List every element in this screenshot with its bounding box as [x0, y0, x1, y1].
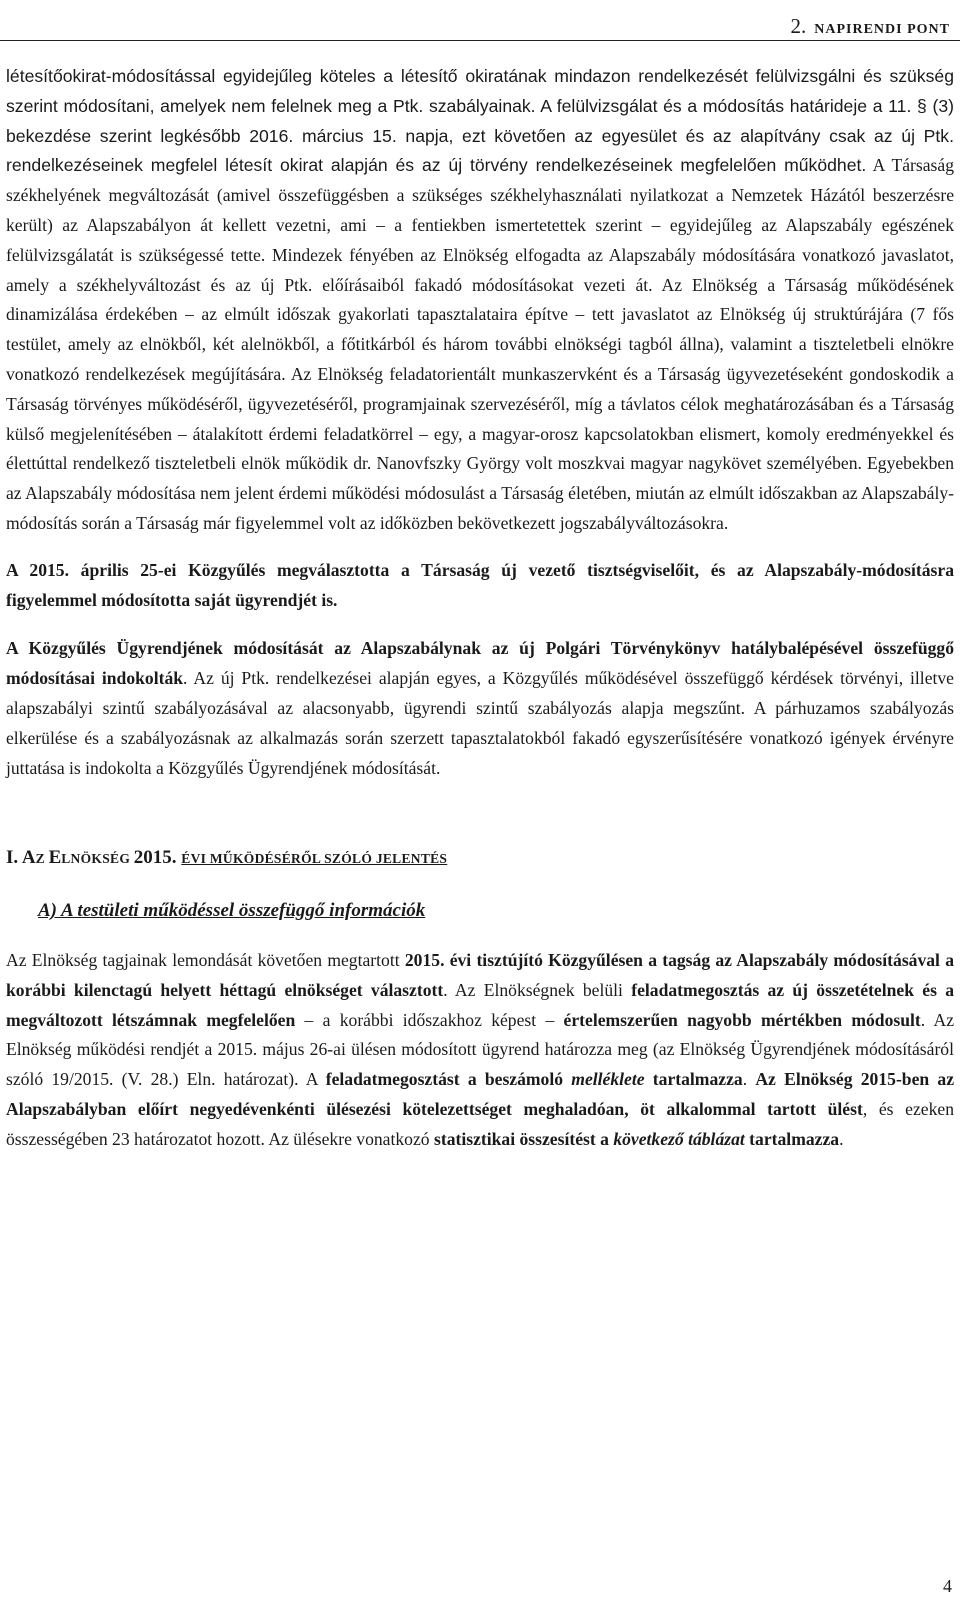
paragraph-general-assembly: A 2015. április 25-ei Közgyűlés megválasztotta a Társaság új vezető tisztségviselőit, és az Alapszabály-módosításra figyelemmel módosította saját ügyrendjét is. [6, 559, 954, 610]
agenda-number: 2. [790, 14, 807, 38]
paragraph-rules-of-procedure: A Közgyűlés Ügyrendjének módosítását az Alapszabálynak az új Polgári Törvénykönyv hatálybalépésével összefüggő módosításai indokolták. Az új Ptk. rendelkezései alapján egyes, a Közgyűlés működésével összefüggő kérdések törvényi, illetve alapszabályi szintű szabályozásával az alacsonyabb, ügyrendi szintű szabályozás alapja megszűnt. A párhuzamos szabályozás elkerülése és a szabályozásnak az alkalmazás során szerzett tapasztalatokból fakadó egyszerűsítésére vonatkozó igények érvényre juttatása is indokolta a Közgyűlés Ügyrendjének módosítását. [6, 638, 954, 778]
page-header [0, 8, 960, 41]
page-number: 4 [943, 1576, 952, 1596]
document-body [6, 62, 954, 1155]
section-title: I. AZ ELNÖKSÉG 2015. ÉVI MŰKÖDÉSÉRŐL SZÓLÓ JELENTÉS [6, 847, 448, 869]
subheading: A) A testületi működéssel összefüggő információk [38, 900, 426, 922]
agenda-title: NAPIRENDI PONT [814, 22, 950, 37]
paragraph-board-report: Az Elnökség tagjainak lemondását követően megtartott 2015. évi tisztújító Közgyűlésen a tagság az Alapszabály módosításával a korábbi kilenctagú helyett héttagú elnökséget választott. Az Elnökségnek belüli feladatmegosztás az új összetételnek és a megváltozott létszámnak megfelelően – a korábbi időszakhoz képest – értelemszerűen nagyobb mértékben módosult. Az Elnökség működési rendjét a 2015. május 26-ai ülésen módosított ügyrend határozza meg (az Elnökség Ügyrendjének módosításáról szóló 19/2015. (V. 28.) Eln. határozat). A feladatmegosztást a beszámoló melléklete tartalmazza. Az Elnökség 2015-ben az Alapszabályban előírt negyedévenkénti ülésezési kötelezettséget meghaladóan, öt alkalommal tartott ülést, és ezeken összességében 23 határozatot hozott. Az ülésekre vonatkozó statisztikai összesítést a következő táblázat tartalmazza. [6, 949, 955, 1149]
agenda-label [791, 14, 950, 39]
paragraph-intro-serif: A Társaság székhelyének megváltozását (amivel összefüggésben a szükséges székhelyhasználati nyilatkozat a Nemzetek Házától beszerzésre került) az Alapszabályon át kellett vezetni, ami – a fentiekben ismertetettek szerint – egyidejűleg az Alapszabály egészének felülvizsgálatát is szükségessé tette. Mindezek fényében az Elnökség elfogadta az Alapszabály módosítására vonatkozó javaslatot, amely a székhelyváltozást és az új Ptk. előírásaiból fakadó módosításokat vezeti át. Az Elnökség a Társaság működésének dinamizálása érdekében – az elmúlt időszak gyakorlati tapasztalataira építve – tett javaslatot az Elnökség új struktúrájára (7 fős testület, amely az elnökből, két alelnökből, a főtitkárból és három további elnökségi tagból állna), valamint a tiszteletbeli elnökre vonatkozó rendelkezések megújítására. Az Elnökség feladatorientált munkaszervként és a Társaság ügyvezetéseként gondoskodik a Társaság törvényes működéséről, ügyvezetéséről, programjainak szervezéséről, míg a távlatos célok meghatározásában és a Társaság külső megjelenítésében – átalakított érdemi feladatkörrel – egy, a magyar-orosz kapcsolatokban elismert, komoly eredményekkel és élettúttal rendelkező tiszteletbeli elnök működik dr. Nanovfszky György volt moszkvai magyar nagykövet személyében. Egyebekben az Alapszabály módosítása nem jelent érdemi működési módosulást a Társaság életében, miután az elmúlt időszakban az Alapszabály-módosítás során a Társaság már figyelemmel volt az időközben bekövetkezett jogszabályváltozásokra. [6, 155, 955, 533]
paragraph-intro-sans: létesítőokirat-módosítással egyidejűleg köteles a létesítő okiratának mindazon rendelkezését felülvizsgálni és szükség szerint módosítani, amelyek nem felelnek meg a Ptk. szabályainak. A felülvizsgálat és a módosítás határideje a 11. § (3) bekezdése szerint legkésőbb 2016. március 15. napja, ezt követően az egyesület és az alapítvány csak az új Ptk. rendelkezéseinek megfelel létesít okirat alapján és az új törvény rendelkezéseinek megfelelően működhet. [6, 66, 954, 176]
paragraph-intro [6, 62, 954, 539]
